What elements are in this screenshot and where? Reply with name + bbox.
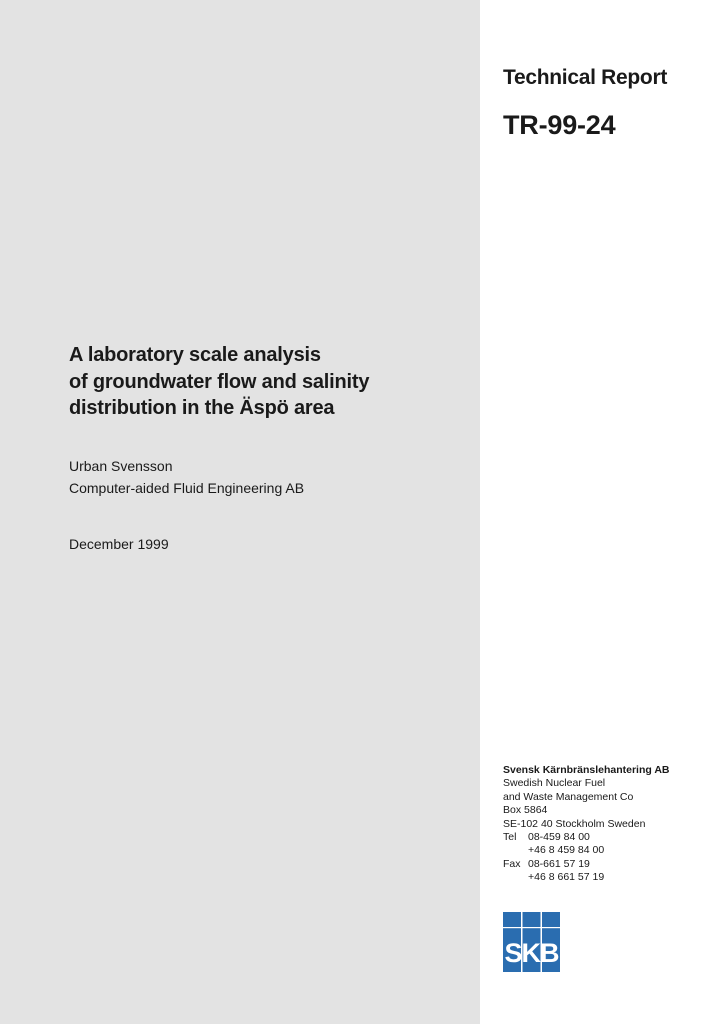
publisher-name: Svensk Kärnbränslehantering AB [503, 764, 670, 776]
publication-date: December 1999 [69, 536, 169, 552]
address-line: Box 5864 [503, 804, 548, 817]
author-name: Urban Svensson [69, 458, 173, 474]
fax-label: Fax [503, 857, 521, 870]
skb-logo-icon [503, 912, 560, 972]
author-affiliation: Computer-aided Fluid Engineering AB [69, 480, 305, 496]
telephone-number-international: +46 8 459 84 00 [528, 844, 605, 857]
report-number: TR-99-24 [503, 110, 616, 140]
title-line: A laboratory scale analysis [69, 344, 321, 366]
telephone-label: Tel [503, 831, 517, 844]
telephone-row-international [503, 844, 718, 857]
publisher-address [503, 764, 718, 885]
address-line: SE-102 40 Stockholm Sweden [503, 817, 646, 830]
title-line: distribution in the Äspö area [69, 397, 335, 419]
fax-number: 08-661 57 19 [528, 857, 590, 870]
address-line: Swedish Nuclear Fuel [503, 777, 606, 790]
title-line: of groundwater flow and salinity [69, 370, 370, 393]
telephone-number: 08-459 84 00 [528, 831, 590, 844]
report-type: Technical Report [503, 66, 668, 89]
fax-row [503, 858, 718, 871]
logo-text: SKB [504, 938, 559, 968]
telephone-row [503, 831, 718, 844]
fax-row-international [503, 871, 718, 884]
document-title [69, 342, 469, 422]
fax-number-international: +46 8 661 57 19 [528, 871, 605, 884]
address-line: and Waste Management Co [503, 790, 634, 803]
